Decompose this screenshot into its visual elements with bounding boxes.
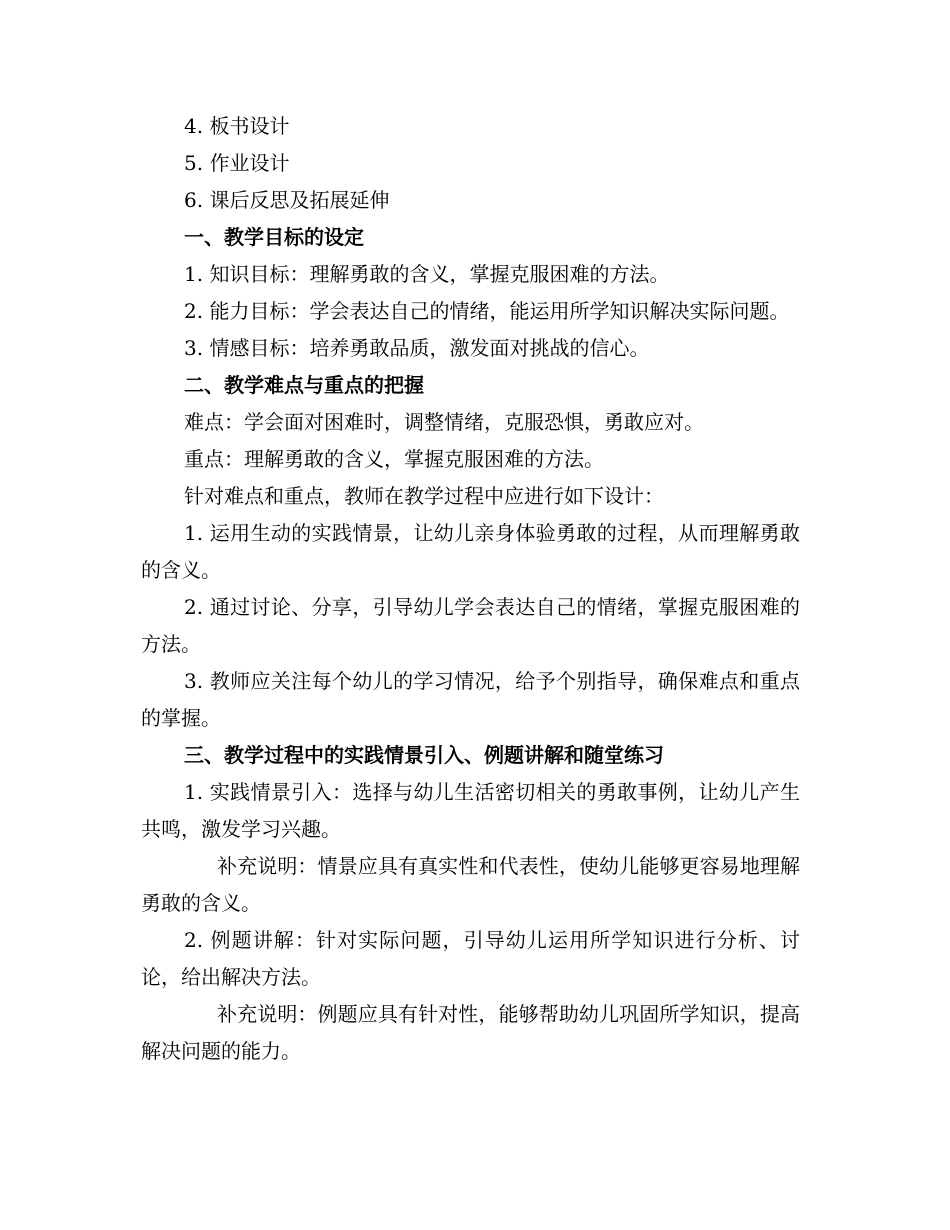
paragraph: 1. 实践情景引入：选择与幼儿生活密切相关的勇敢事例，让幼儿产生共鸣，激发学习兴趣。	[141, 780, 800, 841]
paragraph: 2. 通过讨论、分享，引导幼儿学会表达自己的情绪，掌握克服困难的方法。	[141, 595, 800, 656]
paragraph: 2. 能力目标：学会表达自己的情绪，能运用所学知识解决实际问题。	[184, 299, 790, 323]
paragraph: 1. 知识目标：理解勇敢的含义，掌握克服困难的方法。	[184, 262, 670, 286]
paragraph: 3. 情感目标：培养勇敢品质，激发面对挑战的信心。	[184, 336, 650, 360]
paragraph: 5. 作业设计	[184, 151, 290, 175]
section-heading: 二、教学难点与重点的把握	[184, 373, 424, 397]
paragraph: 2. 例题讲解：针对实际问题，引导幼儿运用所学知识进行分析、讨论，给出解决方法。	[141, 928, 800, 989]
paragraph: 重点：理解勇敢的含义，掌握克服困难的方法。	[184, 447, 604, 471]
paragraph: 难点：学会面对困难时，调整情绪，克服恐惧，勇敢应对。	[184, 410, 704, 434]
paragraph: 3. 教师应关注每个幼儿的学习情况，给予个别指导，确保难点和重点的掌握。	[141, 669, 800, 730]
paragraph-note: 补充说明：例题应具有针对性，能够帮助幼儿巩固所学知识，提高解决问题的能力。	[141, 1002, 800, 1063]
paragraph: 4. 板书设计	[184, 114, 290, 138]
section-heading: 一、教学目标的设定	[184, 225, 364, 249]
section-heading: 三、教学过程中的实践情景引入、例题讲解和随堂练习	[184, 743, 664, 767]
paragraph: 针对难点和重点，教师在教学过程中应进行如下设计：	[184, 484, 664, 508]
paragraph: 6. 课后反思及拓展延伸	[184, 188, 390, 212]
paragraph: 1. 运用生动的实践情景，让幼儿亲身体验勇敢的过程，从而理解勇敢的含义。	[141, 521, 800, 582]
paragraph-note: 补充说明：情景应具有真实性和代表性，使幼儿能够更容易地理解勇敢的含义。	[141, 854, 800, 915]
